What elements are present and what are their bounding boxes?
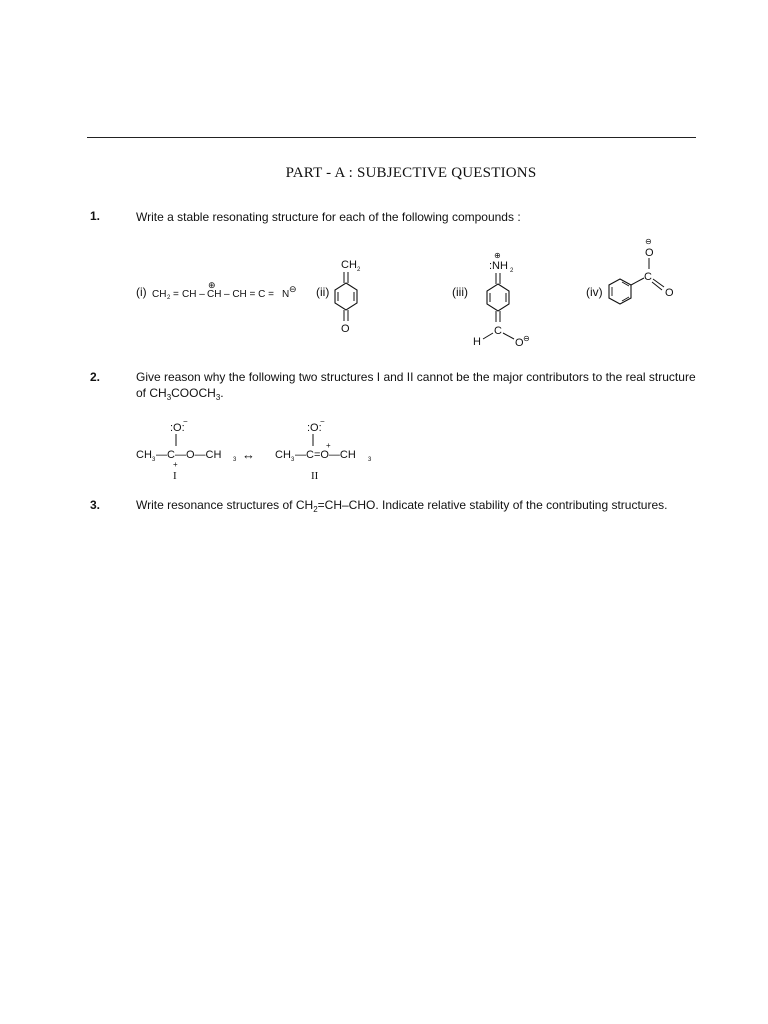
page-heading: PART - A : SUBJECTIVE QUESTIONS <box>285 165 537 181</box>
svg-text:3: 3 <box>291 457 295 463</box>
svg-text:2: 2 <box>167 295 171 301</box>
svg-text:−: − <box>183 417 188 426</box>
compound-ii <box>316 259 361 335</box>
svg-text:2: 2 <box>357 267 361 273</box>
nitrogen-charge: ⊖ <box>289 284 297 294</box>
question-1-number: 1. <box>90 209 101 223</box>
svg-text:CH: CH <box>136 449 152 461</box>
svg-text:O: O <box>341 323 350 335</box>
svg-text:2: 2 <box>510 268 514 274</box>
question-3-text: Write resonance structures of $CH_2=CH$–CHO. Indicate relative stability of the contributing structures. <box>136 498 668 514</box>
question-3-number: 3. <box>90 498 101 512</box>
question-2-number: 2. <box>90 370 101 384</box>
svg-text:−: − <box>320 417 325 426</box>
question-2-line1: Give reason why the following two structures I and II cannot be the major contributors to the real structure <box>136 370 696 384</box>
question-2-text: Give reason why the following two structures I and II cannot be the major contributors to the real structure of $CH_3COOCH_3$. <box>136 370 696 402</box>
svg-text:C: C <box>494 325 502 337</box>
compound-iv-label: (iv) <box>586 285 603 299</box>
svg-text:3: 3 <box>152 457 156 463</box>
resonance-arrow: ↔ <box>242 447 255 462</box>
svg-text:⊕: ⊕ <box>494 251 501 260</box>
compound-iii-label: (iii) <box>452 285 468 299</box>
svg-text:—C—O—CH: —C—O—CH <box>156 449 222 461</box>
carbocation-charge: ⊕ <box>208 280 216 290</box>
svg-text:O: O <box>515 337 524 349</box>
svg-text:⊖: ⊖ <box>523 334 530 343</box>
compound-iv <box>586 237 674 304</box>
compound-i <box>136 280 297 301</box>
compound-iii <box>452 251 530 349</box>
svg-text:II: II <box>311 470 319 482</box>
svg-text::NH: :NH <box>489 260 508 272</box>
svg-text:+: + <box>326 441 331 450</box>
svg-text:CH: CH <box>275 449 291 461</box>
svg-text:+: + <box>173 460 178 469</box>
svg-text:I: I <box>173 470 177 482</box>
svg-text:H: H <box>473 336 481 348</box>
svg-text:CH –: CH – <box>182 289 205 300</box>
svg-text:—C=O—CH: —C=O—CH <box>295 449 356 461</box>
svg-text:CH: CH <box>207 289 222 300</box>
structure-II <box>275 417 372 482</box>
question-1-text: Write a stable resonating structure for each of the following compounds : <box>136 210 521 224</box>
structure-I <box>136 417 237 482</box>
svg-text:C: C <box>644 271 652 283</box>
svg-text:– CH = C =: – CH = C = <box>224 289 275 300</box>
svg-text:O: O <box>645 247 654 259</box>
compound-i-label: (i) <box>136 285 147 299</box>
svg-text:CH: CH <box>341 259 357 271</box>
svg-text:O: O <box>665 287 674 299</box>
svg-text::O:: :O: <box>170 422 185 434</box>
svg-text:3: 3 <box>368 457 372 463</box>
svg-text:3: 3 <box>233 457 237 463</box>
svg-text:⊖: ⊖ <box>645 237 652 246</box>
svg-text::O:: :O: <box>307 422 322 434</box>
compound-ii-label: (ii) <box>316 285 330 299</box>
svg-text:=: = <box>173 289 179 300</box>
svg-text:N: N <box>282 289 290 300</box>
svg-text:CH: CH <box>152 289 167 300</box>
